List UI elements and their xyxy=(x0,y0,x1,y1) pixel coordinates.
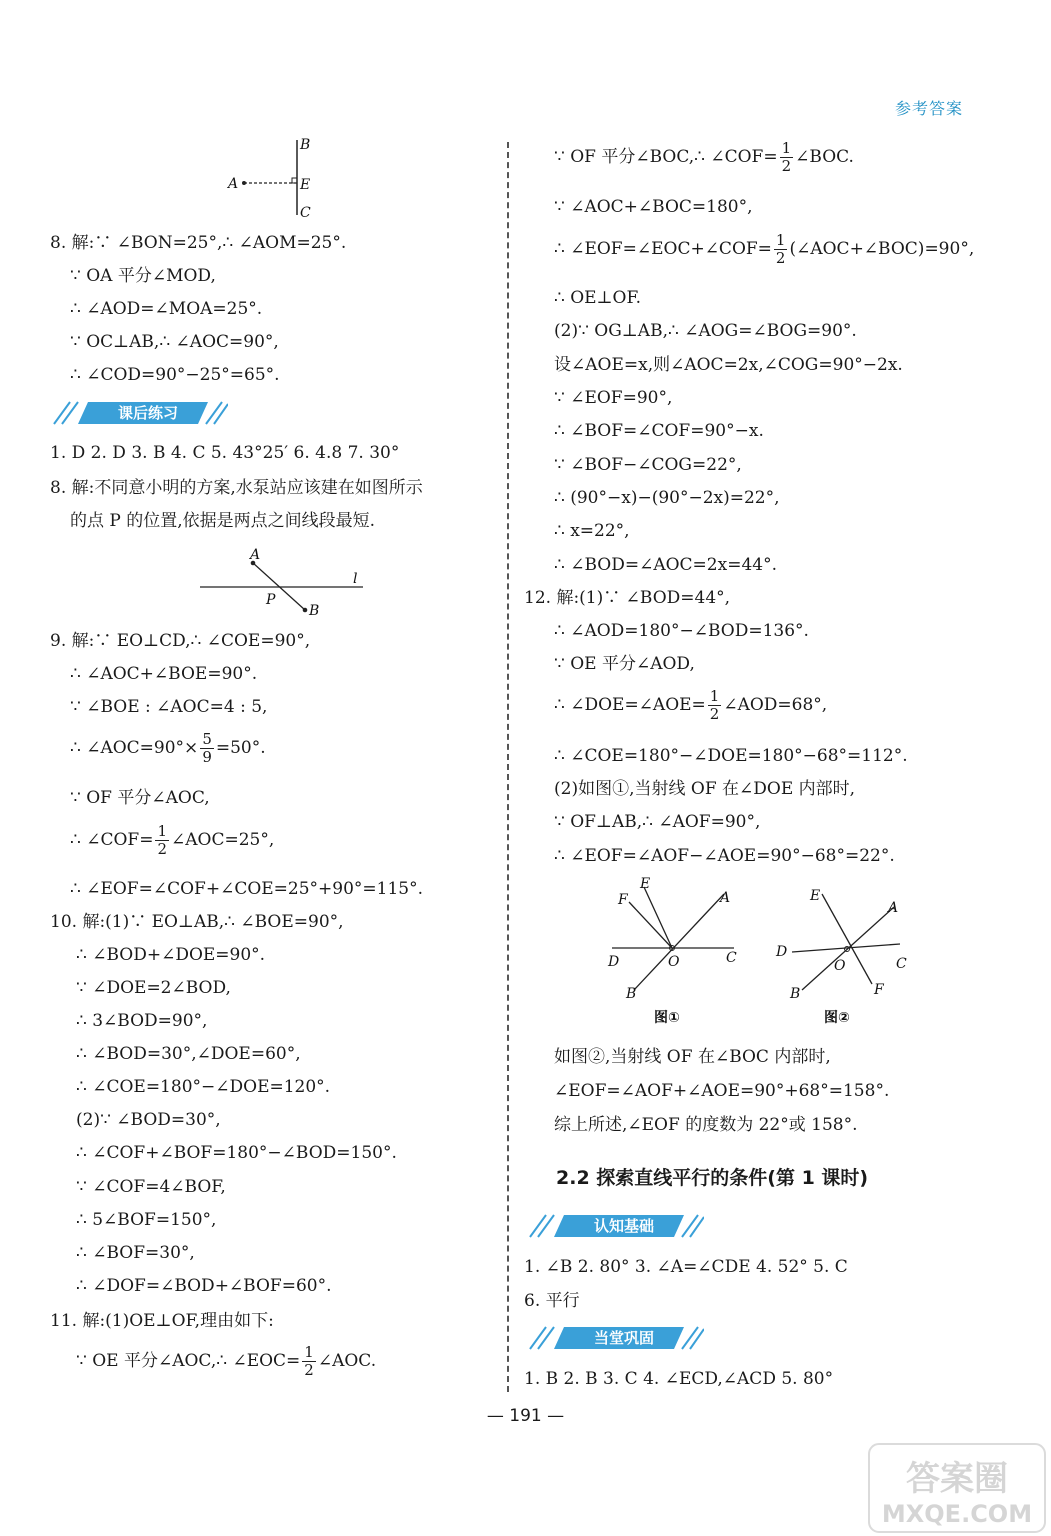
q12-line-3: ∵ OE 平分∠AOD, xyxy=(554,654,695,674)
q11-line-1: 11. 解:(1)OE⊥OF,理由如下: xyxy=(50,1311,274,1331)
fraction-5-9 xyxy=(200,731,214,766)
q12-line-6: (2)如图①,当射线 OF 在∠DOE 内部时, xyxy=(554,779,856,799)
label-o: O xyxy=(668,954,680,970)
q11-line-2 xyxy=(76,1344,376,1379)
q10-line-8: ∴ ∠COF+∠BOF=180°−∠BOD=150°. xyxy=(76,1143,397,1163)
q10-line-10: ∴ 5∠BOF=150°, xyxy=(76,1210,217,1230)
q12-line-2: ∴ ∠AOD=180°−∠BOD=136°. xyxy=(554,621,809,641)
banner-in-class xyxy=(524,1323,704,1353)
label-b: B xyxy=(626,986,637,1002)
r-line-1 xyxy=(554,140,854,175)
mc-answers: 1. D 2. D 3. B 4. C 5. 43°25′ 6. 4.8 7. 30° xyxy=(50,443,400,463)
label-c: C xyxy=(726,950,737,966)
label-a: A xyxy=(888,900,899,916)
q10-line-4: ∴ 3∠BOD=90°, xyxy=(76,1011,208,1031)
q11-line-2-a: ∵ OE 平分∠AOC,∴ ∠EOC= xyxy=(76,1351,301,1371)
r-line-3 xyxy=(554,232,974,267)
q12-line-4 xyxy=(554,688,827,723)
banner-in-class-label: 当堂巩固 xyxy=(593,1329,654,1347)
q8-line-3: ∴ ∠AOD=∠MOA=25°. xyxy=(70,299,263,319)
label-a: A xyxy=(720,890,731,906)
q9-line-5: ∵ OF 平分∠AOC, xyxy=(70,788,210,808)
frac-den: 9 xyxy=(202,748,212,766)
q10-line-3: ∵ ∠DOE=2∠BOD, xyxy=(76,978,231,998)
fraction-1-2 xyxy=(774,232,788,267)
figure-aeb xyxy=(222,135,322,225)
in-class-answers: 1. B 2. B 3. C 4. ∠ECD,∠ACD 5. 80° xyxy=(524,1369,834,1389)
svg-text:答案圈: 答案圈 xyxy=(906,1459,1008,1499)
label-p: P xyxy=(266,592,276,608)
fraction-1-2 xyxy=(780,140,794,175)
q9-line-6 xyxy=(70,823,274,858)
frac-num: 1 xyxy=(157,822,167,840)
r-line-7: ∵ ∠EOF=90°, xyxy=(554,388,673,408)
q9-line-4 xyxy=(70,731,266,766)
figure-1 xyxy=(604,872,749,1032)
r-line-3-a: ∴ ∠EOF=∠EOC+∠COF= xyxy=(554,239,772,259)
frac-num: 5 xyxy=(202,730,212,748)
banner-after-class xyxy=(48,398,228,428)
r-line-1-a: ∵ OF 平分∠BOC,∴ ∠COF= xyxy=(554,147,778,167)
q8b-line-1: 8. 解:不同意小明的方案,水泵站应该建在如图所示 xyxy=(50,478,423,498)
fraction-1-2 xyxy=(708,688,722,723)
q9-line-6-a: ∴ ∠COF= xyxy=(70,830,154,850)
label-f: F xyxy=(618,892,628,908)
label-c: C xyxy=(896,956,907,972)
frac-num: 1 xyxy=(775,231,786,249)
basics-answers-2: 6. 平行 xyxy=(524,1291,580,1311)
r-line-12: ∴ ∠BOD=∠AOC=2x=44°. xyxy=(554,555,777,575)
q12-line-8: ∴ ∠EOF=∠AOF−∠AOE=90°−68°=22°. xyxy=(554,846,895,866)
q9-line-2: ∴ ∠AOC+∠BOE=90°. xyxy=(70,664,258,684)
q12-line-11: 综上所述,∠EOF 的度数为 22°或 158°. xyxy=(554,1115,858,1135)
q9-line-4-b: =50°. xyxy=(215,738,266,758)
q10-line-9: ∵ ∠COF=4∠BOF, xyxy=(76,1177,226,1197)
q9-line-7: ∴ ∠EOF=∠COF+∠COE=25°+90°=115°. xyxy=(70,879,424,899)
basics-answers-1: 1. ∠B 2. 80° 3. ∠A=∠CDE 4. 52° 5. C xyxy=(524,1257,848,1277)
frac-den: 2 xyxy=(781,157,792,175)
q10-line-5: ∴ ∠BOD=30°,∠DOE=60°, xyxy=(76,1044,301,1064)
banner-basics xyxy=(524,1211,704,1241)
q12-line-10: ∠EOF=∠AOF+∠AOE=90°+68°=158°. xyxy=(554,1081,890,1101)
label-b: B xyxy=(300,137,311,153)
figure-2 xyxy=(772,872,917,1032)
q9-line-6-b: ∠AOC=25°, xyxy=(171,830,275,850)
q8-line-1: 8. 解:∵ ∠BON=25°,∴ ∠AOM=25°. xyxy=(50,233,347,253)
frac-num: 1 xyxy=(709,687,720,705)
frac-den: 2 xyxy=(157,840,167,858)
q12-line-1: 12. 解:(1)∵ ∠BOD=44°, xyxy=(524,588,731,608)
label-l: l xyxy=(353,571,358,587)
banner-basics-label: 认知基础 xyxy=(593,1217,654,1235)
fraction-1-2 xyxy=(302,1344,316,1379)
r-line-11: ∴ x=22°, xyxy=(554,521,630,541)
label-b: B xyxy=(309,603,320,619)
q8-line-4: ∵ OC⊥AB,∴ ∠AOC=90°, xyxy=(70,332,279,352)
frac-num: 1 xyxy=(304,1343,314,1361)
frac-den: 2 xyxy=(709,705,720,723)
q8b-line-2: 的点 P 的位置,依据是两点之间线段最短. xyxy=(70,511,376,531)
q9-line-4-a: ∴ ∠AOC=90°× xyxy=(70,738,199,758)
label-d: D xyxy=(776,944,788,960)
q9-line-3: ∵ ∠BOE : ∠AOC=4 : 5, xyxy=(70,697,268,717)
q10-line-11: ∴ ∠BOF=30°, xyxy=(76,1243,195,1263)
section-title: 2.2 探索直线平行的条件(第 1 课时) xyxy=(556,1167,869,1189)
q12-line-9: 如图②,当射线 OF 在∠BOC 内部时, xyxy=(554,1047,831,1067)
figure-2-caption: 图② xyxy=(824,1010,850,1026)
frac-den: 2 xyxy=(775,249,786,267)
q10-line-2: ∴ ∠BOD+∠DOE=90°. xyxy=(76,945,266,965)
label-e: E xyxy=(810,888,821,904)
r-line-6: 设∠AOE=x,则∠AOC=2x,∠COG=90°−2x. xyxy=(554,355,903,375)
q8-line-5: ∴ ∠COD=90°−25°=65°. xyxy=(70,365,280,385)
banner-after-class-label: 课后练习 xyxy=(117,404,178,422)
r-line-5: (2)∵ OG⊥AB,∴ ∠AOG=∠BOG=90°. xyxy=(554,321,857,341)
label-e: E xyxy=(640,876,651,892)
r-line-9: ∵ ∠BOF−∠COG=22°, xyxy=(554,455,742,475)
q10-line-12: ∴ ∠DOF=∠BOD+∠BOF=60°. xyxy=(76,1276,332,1296)
q12-line-4-b: ∠AOD=68°, xyxy=(723,695,828,715)
label-f: F xyxy=(874,982,884,998)
frac-num: 1 xyxy=(781,139,792,157)
label-b: B xyxy=(790,986,801,1002)
label-d: D xyxy=(608,954,620,970)
frac-den: 2 xyxy=(304,1361,314,1379)
q12-line-4-a: ∴ ∠DOE=∠AOE= xyxy=(554,695,706,715)
label-c: C xyxy=(300,205,311,221)
header-title: 参考答案 xyxy=(894,99,963,118)
r-line-10: ∴ (90°−x)−(90°−2x)=22°, xyxy=(554,488,780,508)
page-number: — 191 — xyxy=(486,1406,565,1426)
label-e: E xyxy=(300,177,311,193)
q12-line-5: ∴ ∠COE=180°−∠DOE=180°−68°=112°. xyxy=(554,746,908,766)
label-a: A xyxy=(250,547,261,563)
q11-line-2-b: ∠AOC. xyxy=(317,1351,377,1371)
q10-line-1: 10. 解:(1)∵ EO⊥AB,∴ ∠BOE=90°, xyxy=(50,912,344,932)
watermark-logo xyxy=(867,1442,1047,1534)
r-line-2: ∵ ∠AOC+∠BOC=180°, xyxy=(554,197,753,217)
q10-line-7: (2)∵ ∠BOD=30°, xyxy=(76,1110,221,1130)
r-line-1-b: ∠BOC. xyxy=(795,147,854,167)
column-divider xyxy=(507,142,509,1392)
label-a: A xyxy=(228,176,239,192)
q8-line-2: ∵ OA 平分∠MOD, xyxy=(70,266,216,286)
figure-apb xyxy=(198,545,368,620)
r-line-8: ∴ ∠BOF=∠COF=90°−x. xyxy=(554,421,764,441)
fraction-1-2 xyxy=(155,823,169,858)
q9-line-1: 9. 解:∵ EO⊥CD,∴ ∠COE=90°, xyxy=(50,631,311,651)
r-line-3-b: (∠AOC+∠BOC)=90°, xyxy=(789,239,975,259)
figure-1-caption: 图① xyxy=(654,1010,680,1026)
label-o: O xyxy=(834,958,846,974)
q10-line-6: ∴ ∠COE=180°−∠DOE=120°. xyxy=(76,1077,331,1097)
svg-text:MXQE.COM: MXQE.COM xyxy=(881,1500,1033,1528)
q12-line-7: ∵ OF⊥AB,∴ ∠AOF=90°, xyxy=(554,812,761,832)
r-line-4: ∴ OE⊥OF. xyxy=(554,288,642,308)
